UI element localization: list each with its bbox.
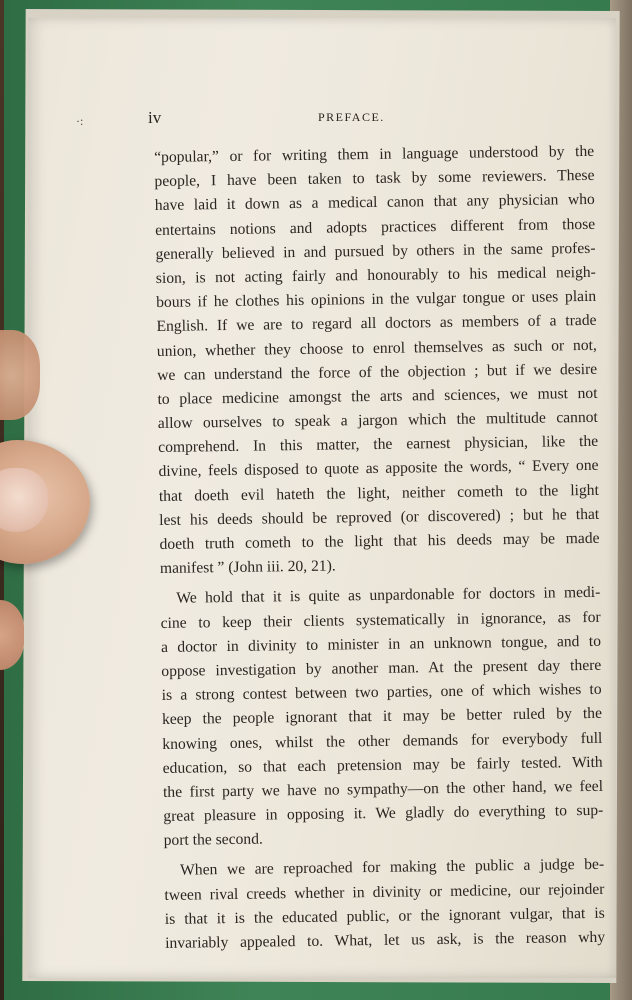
thumbnail-nail (0, 468, 48, 532)
text-line: allow ourselves to speak a jargon which the multitude cannot (157, 408, 598, 433)
text-line: people, I have been taken to task by some reviewers. These (154, 167, 595, 191)
text-line: We hold that it is quite as unpardonable for doctors in medi- (176, 584, 601, 608)
paragraph (154, 140, 600, 581)
text-line: comprehend. In this matter, the earnest physician, like the (158, 433, 599, 457)
text-line: that doeth evil hateth the light, neither cometh to the light (158, 481, 599, 505)
text-line: sion, is not acting fairly and honourably to his medical neigh- (155, 263, 596, 287)
stray-mark: ·: (76, 114, 84, 128)
text-line: bours if he clothes his opinions in the vulgar tongue or uses plain (156, 287, 597, 312)
text-line: is that it is the educated public, or the ignorant vulgar, that is (164, 904, 605, 928)
text-line: divine, feels disposed to quote as apposite the words, “ Every one (158, 457, 599, 481)
text-line: English. If we are to regard all doctors as members of a trade (156, 312, 597, 336)
text-line: knowing ones, whilst the other demands for everybody full (162, 729, 603, 753)
paragraph (160, 581, 604, 853)
text-line: port the second. (163, 830, 263, 850)
text-line: to place medicine amongst the arts and sciences, we must not (157, 384, 598, 408)
text-line: union, whether they choose to enrol themselves as such or not, (156, 336, 597, 360)
text-line: cine to keep their clients systematically in ignorance, as for (160, 608, 601, 632)
text-line: tween rival creeds whether in divinity or medicine, our rejoinder (164, 880, 605, 904)
text-line: is a strong contest between two parties, one of which wishes to (161, 680, 602, 705)
text-line: generally believed in and pursued by others in the same profes- (155, 239, 596, 263)
text-line: keep the people ignorant that it may be better ruled by the (161, 705, 603, 729)
page-number: iv (148, 108, 162, 127)
text-line: invariably appealed to. What, let us ask, is the reason why (165, 928, 606, 952)
paragraph (164, 853, 605, 956)
text-line: oppose investigation by another man. At the present day there (161, 656, 602, 680)
running-head: PREFACE. (318, 110, 385, 124)
text-line: When we are reproached for making the public a judge be- (180, 856, 605, 880)
text-line: manifest ” (John iii. 20, 21). (159, 557, 336, 578)
text-line: the first party we have no sympathy—on the other hand, we feel (162, 777, 604, 801)
text-line: education, so that each pretension may be fairly tested. With (162, 753, 603, 777)
body-text (154, 140, 605, 956)
text-line: have laid it down as a medical canon that any physician who (154, 191, 595, 215)
text-line: lest his deeds should be reproved (or discovered) ; but he that (159, 505, 600, 529)
text-line: “popular,” or for writing them in language understood by the (154, 142, 595, 166)
page-header (28, 108, 616, 132)
text-line: doeth truth cometh to the light that his deeds may be made (159, 529, 600, 553)
text-line: we can understand the force of the objection ; but if we desire (157, 360, 598, 384)
text-line: great pleasure in opposing it. We gladly do everything to sup- (163, 801, 604, 825)
text-line: entertains notions and adopts practices different from those (155, 215, 596, 239)
book-page (28, 18, 616, 978)
text-line: a doctor in divinity to minister in an unknown tongue, and to (160, 632, 602, 656)
